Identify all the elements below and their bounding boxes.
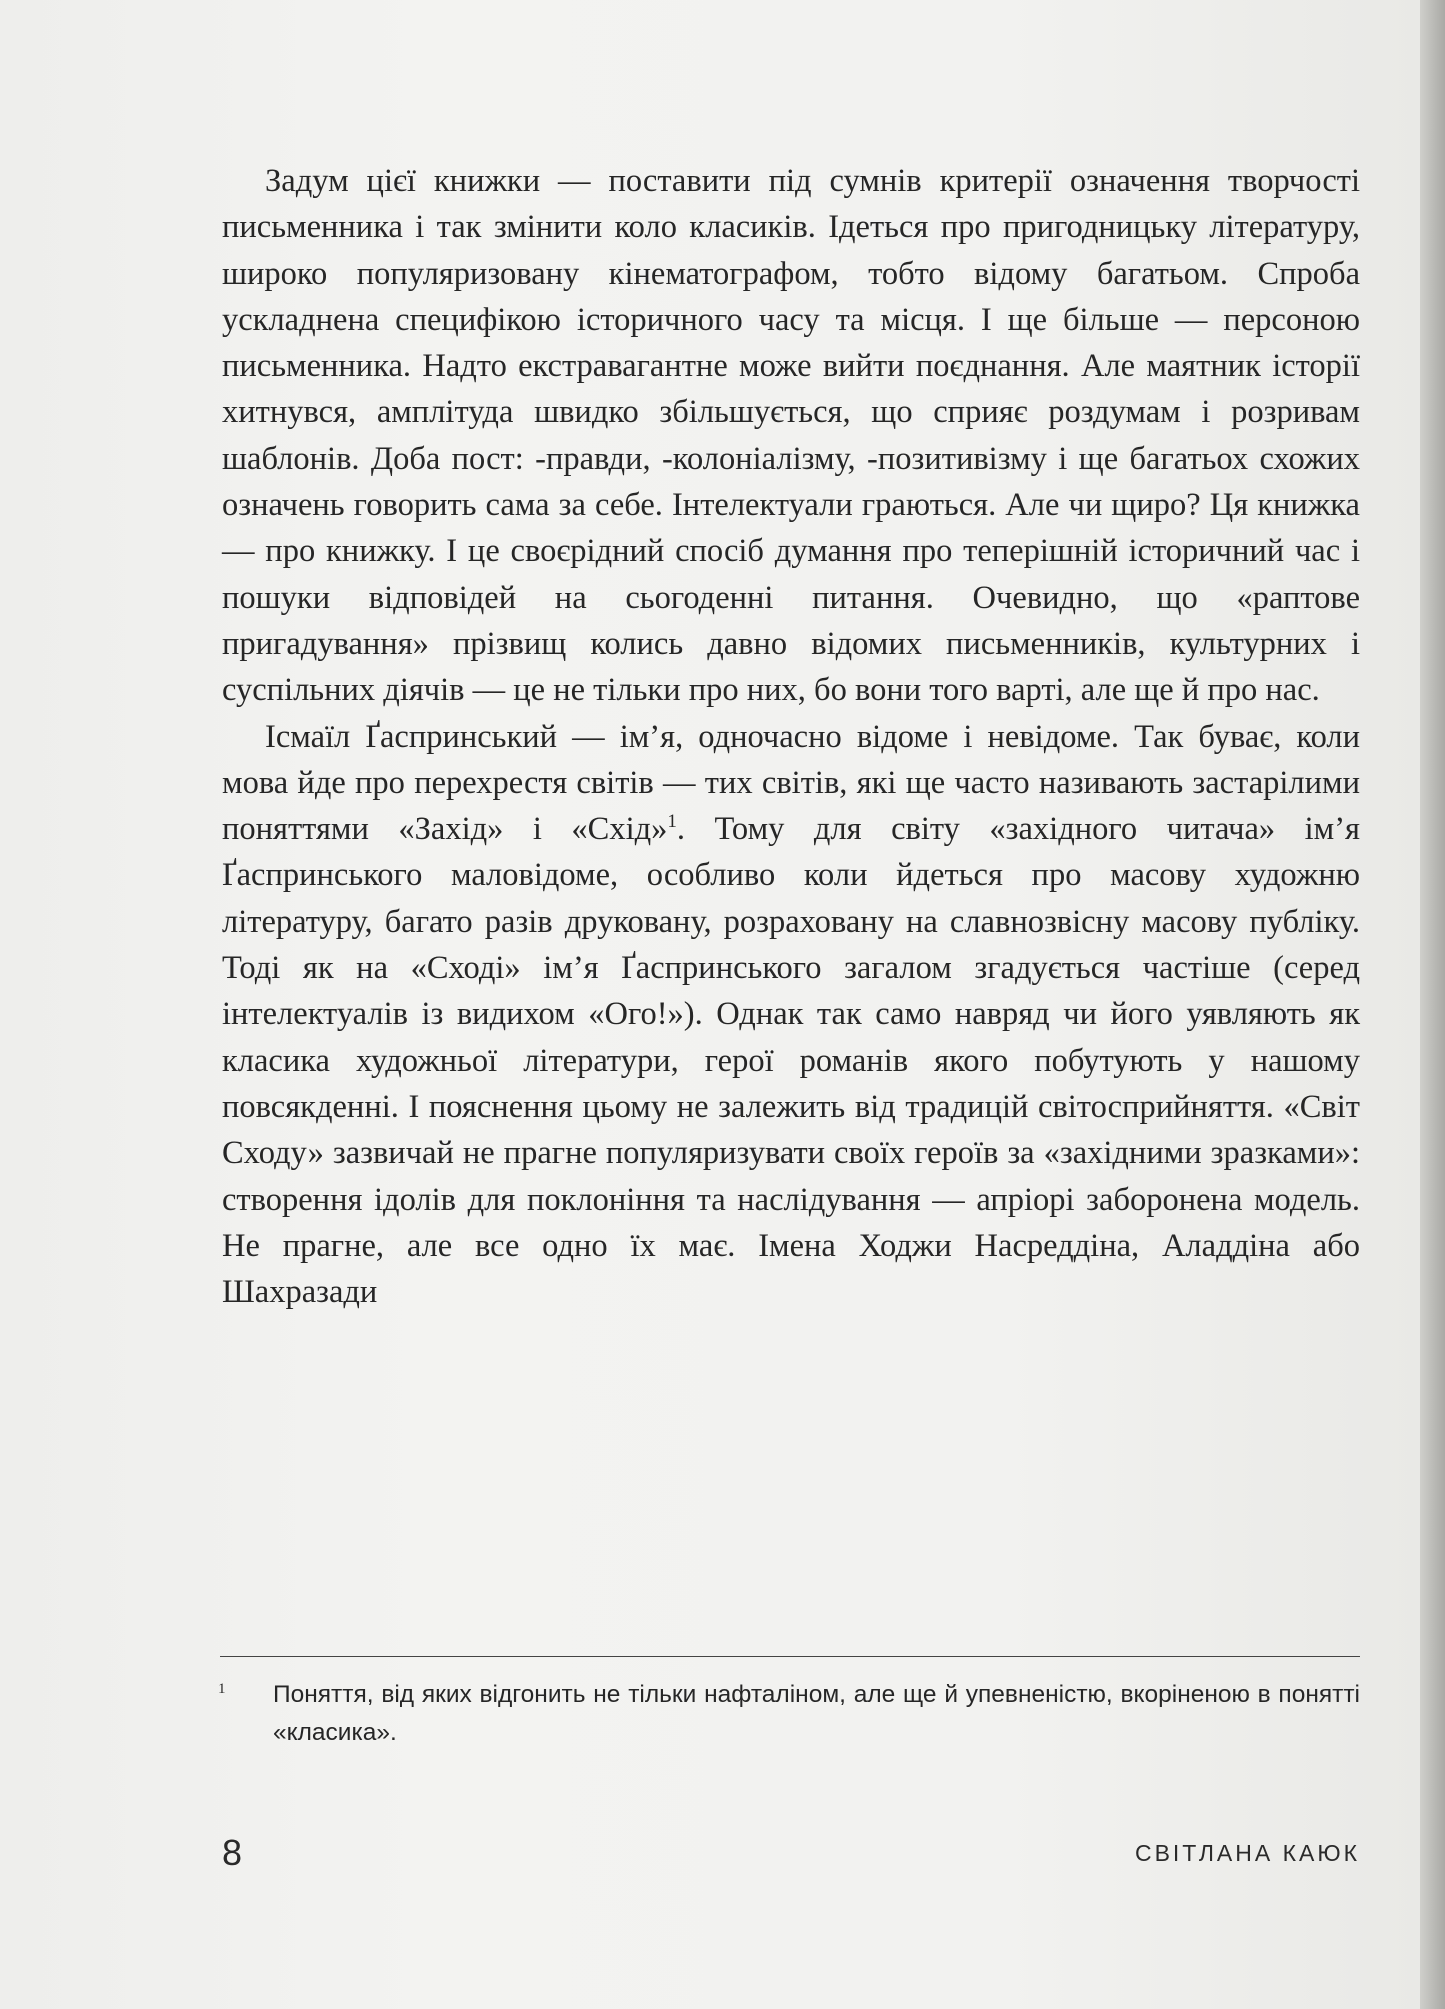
- footnote-marker: 1: [218, 1681, 226, 1697]
- footnote: [218, 1676, 1360, 1752]
- page-number: 8: [222, 1832, 243, 1873]
- paragraph-2-part-2: . Тому для світу «західного читача» ім’я Ґаспринського маловідоме, особливо коли йдеться про масову художню літературу, багато разів друковану, розраховану на славнозвісну масову публіку. Тоді як на «Сході» ім’я Ґаспринського загалом згадується частіше (серед інтелектуалів із видихом «Ого!»). Однак так само навряд чи його уявляють як класика художньої літератури, герої романів якого побутують у нашому повсякденні. І пояснення цьому не залежить від традицій світосприйняття. «Світ Сходу» зазвичай не прагне популяризувати своїх героїв за «західними зразками»: створення ідолів для поклоніння та наслідування — апріорі заборонена модель. Не прагне, але все одно їх має. Імена Ходжи Насреддіна, Аладдіна або Шахразади: [222, 811, 1360, 1311]
- paragraph-2: [222, 714, 1360, 1316]
- footnote-reference: 1: [667, 811, 677, 833]
- author-name: СВІТЛАНА КАЮК: [1134, 1840, 1360, 1866]
- footnote-divider: [220, 1656, 1360, 1657]
- page-edge: [1420, 0, 1445, 2009]
- paragraph-1: Задум цієї книжки — поставити під сумнів критерії означення творчості письменника і так змінити коло класиків. Ідеться про пригодницьку літературу, широко популяризовану кінематографом, тобто відому багатьом. Спроба ускладнена специфікою історичного часу та місця. І ще більше — персоною письменника. Надто екстравагантне може вийти поєднання. Але маятник історії хитнувся, амплітуда швидко збільшується, що сприяє роздумам і розривам шаблонів. Доба пост: -правди, -колоніалізму, -позитивізму і ще багатьох схожих означень говорить сама за себе. Інтелектуали граються. Але чи щиро? Ця книжка — про книжку. І це своєрідний спосіб думання про теперішній історичний час і пошуки відповідей на сьогоденні питання. Очевидно, що «раптове пригадування» прізвищ колись давно відомих письменників, культурних і суспільних діячів — це не тільки про них, бо вони того варті, але ще й про нас.: [222, 163, 1360, 709]
- footnote-text: Поняття, від яких відгонить не тільки нафталіном, але ще й упевненістю, вкоріненою в понятті «класика».: [273, 1681, 1360, 1746]
- paragraph-2-part-1: Ісмаїл Ґаспринський — ім’я, одночасно відоме і невідоме. Так буває, коли мова йде про перехрестя світів — тих світів, які ще часто називають застарілими поняттями «Захід» і «Схід»: [222, 718, 1360, 848]
- main-text: [222, 158, 1360, 1315]
